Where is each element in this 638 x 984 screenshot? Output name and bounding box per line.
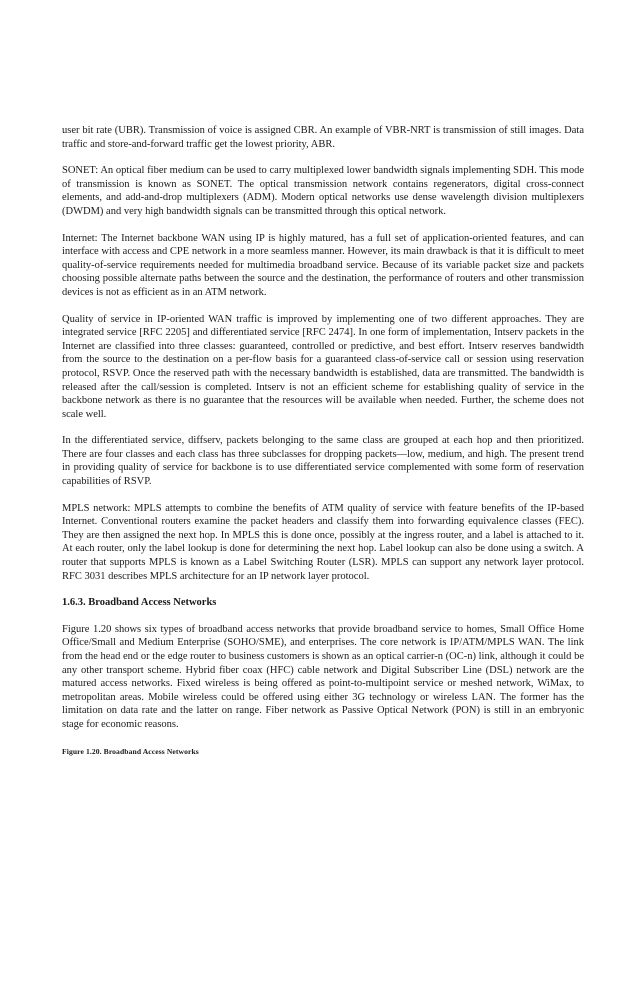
- paragraph-ubr: user bit rate (UBR). Transmission of voice is assigned CBR. An example of VBR-NRT is transmission of still images. Data traffic and store-and-forward traffic get the lowest priority, ABR.: [62, 125, 584, 150]
- paragraph-quality-of-service: Quality of service in IP-oriented WAN traffic is improved by implementing one of two different approaches. They are integrated service [RFC 2205] and differentiated service [RFC 2474]. In one form of implementation, Intserv packets in the Internet are classified into three classes: guaranteed, controlled or predictive, and best effort. Intserv reserves bandwidth from the source to the destination on a per-flow basis for a guaranteed class-of-service call or session using reservation protocol, RSVP. Once the reserved path with the necessary bandwidth is established, data are transmitted. The bandwidth is released after the call/session is completed. Intserv is not an efficient scheme for establishing quality of service in the backbone network as there is no guarantee that the resources will be available when needed. Further, the scheme does not scale well.: [62, 313, 584, 420]
- paragraph-mpls: MPLS network: MPLS attempts to combine the benefits of ATM quality of service with feature benefits of the IP-based Internet. Conventional routers examine the packet headers and classify them into forwarding equivalence classes (FEC). They are then assigned the next hop. In MPLS this is done once, possibly at the ingress router, and a label is attached to it. At each router, only the label lookup is done for determining the next hop. Label lookup can also be done using a switch. A router that supports MPLS is known as a Label Switching Router (LSR). MPLS can support any network layer protocol. RFC 3031 describes MPLS architecture for an IP network layer protocol.: [62, 502, 584, 582]
- paragraph-broadband-access: Figure 1.20 shows six types of broadband access networks that provide broadband service to homes, Small Office Home Office/Small and Medium Enterprise (SOHO/SME), and enterprises. The core network is IP/ATM/MPLS WAN. The link from the head end or the edge router to business customers is shown as an optical carrier-n (OC-n) link, although it could be any other transport scheme. Hybrid fiber coax (HFC) cable network and Digital Subscriber Line (DSL) network are the matured access networks. Fixed wireless is being offered as point-to-multipoint service or meshed network, WiMax, to metropolitan areas. Mobile wireless could be offered using either 3G technology or wireless LAN. The former has the limitation on data rate and the latter on range. Fiber network as Passive Optical Network (PON) is still in an embryonic stage for economic reasons.: [62, 623, 584, 730]
- document-page: [62, 124, 584, 758]
- figure-caption: Figure 1.20. Broadband Access Networks: [62, 746, 199, 756]
- paragraph-diffserv: In the differentiated service, diffserv, packets belonging to the same class are grouped at each hop and then prioritized. There are four classes and each class has three subclasses for dropping packets—low, medium, and high. The present trend in providing quality of service for backbone is to use differentiated service complemented with some form of reservation capabilities of RSVP.: [62, 435, 584, 488]
- paragraph-internet: Internet: The Internet backbone WAN using IP is highly matured, has a full set of application-oriented features, and can interface with access and CPE network in a more seamless manner. However, its main drawback is that it is difficult to meet quality-of-service requirements needed for multimedia broadband service. Because of its variable packet size and packets choosing possible alternate paths between the source and the destination, the performance of routers and other transmission devices is not as efficient as in an ATM network.: [62, 232, 584, 298]
- section-heading: 1.6.3. Broadband Access Networks: [62, 597, 217, 609]
- paragraph-sonet: SONET: An optical fiber medium can be used to carry multiplexed lower bandwidth signals implementing SDH. This mode of transmission is known as SONET. The optical transmission network contains regenerators, digital cross-connect elements, and add-and-drop multiplexers (ADM). Modern optical networks use dense wavelength division multiplexers (DWDM) and very high bandwidth signals can be transmitted through this optical network.: [62, 165, 584, 217]
